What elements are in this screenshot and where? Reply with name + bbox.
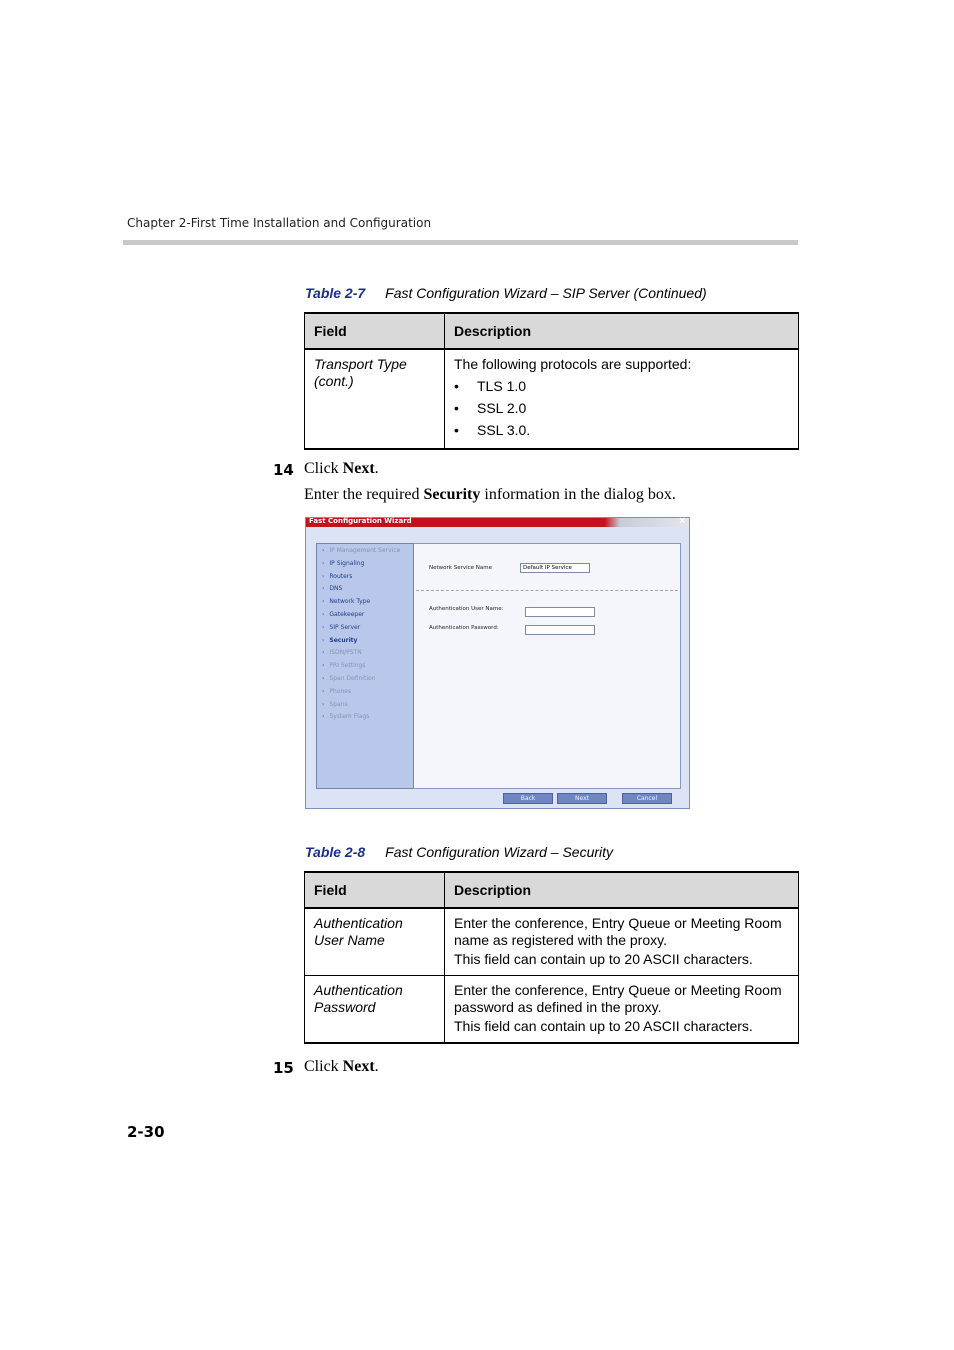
sidebar-item[interactable] <box>322 662 365 670</box>
sidebar-item-label: IP Management Service <box>329 547 401 554</box>
sidebar-item[interactable] <box>322 688 351 696</box>
list-item: • SSL 2.0 <box>454 397 789 419</box>
chevron-right-icon: › <box>322 572 325 580</box>
table-title: Fast Configuration Wizard – Security <box>385 844 614 860</box>
step-text: Click <box>304 1058 343 1075</box>
step-paragraph <box>304 486 676 504</box>
sidebar-item[interactable] <box>322 611 364 619</box>
step-instruction <box>304 1058 379 1076</box>
chevron-right-icon: › <box>322 598 325 606</box>
chevron-right-icon: › <box>322 547 325 554</box>
field-cell: Authentication User Name <box>305 908 445 976</box>
sidebar-item-label: SIP Server <box>329 623 361 631</box>
sidebar-item-label: IP Signaling <box>329 559 365 567</box>
table-title: Fast Configuration Wizard – SIP Server (Continued) <box>385 285 707 301</box>
page-number: 2-30 <box>127 1123 165 1141</box>
table-number: Table 2-7 <box>305 285 366 301</box>
table-number: Table 2-8 <box>305 844 366 860</box>
sidebar-item-label: Security <box>329 636 358 644</box>
step-instruction <box>304 460 379 478</box>
table-header-row <box>305 872 799 908</box>
back-button[interactable]: Back <box>503 793 553 804</box>
auth-user-name-field[interactable] <box>525 607 595 617</box>
column-header-field: Field <box>305 872 445 908</box>
divider <box>416 590 678 591</box>
column-header-field: Field <box>305 313 445 349</box>
running-header: Chapter 2-First Time Installation and Configuration <box>127 216 432 230</box>
sidebar-item-label: Spans <box>329 700 348 708</box>
chevron-right-icon: › <box>322 611 325 618</box>
chevron-right-icon: › <box>322 623 325 631</box>
sidebar-item-label: Phones <box>329 687 352 695</box>
field-cell: Transport Type (cont.) <box>305 349 445 449</box>
network-service-name-label: Network Service Name <box>429 565 493 571</box>
wizard-panel <box>414 543 681 789</box>
sidebar-item-label: ISDN/PSTN <box>329 649 362 657</box>
cancel-button[interactable]: Cancel <box>622 793 672 804</box>
header-rule <box>123 240 798 245</box>
description-note: This field can contain up to 20 ASCII characters. <box>454 1018 753 1034</box>
sidebar-item-label: Routers <box>329 572 353 580</box>
table-header-row <box>305 313 799 349</box>
description-cell <box>445 976 799 1044</box>
table-row <box>305 349 799 449</box>
chevron-right-icon: › <box>322 559 325 567</box>
auth-password-label: Authentication Password: <box>429 625 499 631</box>
wizard-sidebar <box>316 543 414 789</box>
chevron-right-icon: › <box>322 687 325 695</box>
table-2-7-caption <box>305 285 707 301</box>
auth-password-field[interactable] <box>525 625 595 635</box>
paragraph-text: information in the dialog box. <box>480 486 676 503</box>
sidebar-item-label: System Flags <box>329 713 370 721</box>
chevron-right-icon: › <box>322 585 325 593</box>
sidebar-item[interactable] <box>322 675 375 683</box>
step-text: Click <box>304 460 343 477</box>
paragraph-bold-security: Security <box>423 486 481 503</box>
step-number: 14 <box>273 461 294 479</box>
chevron-right-icon: › <box>322 662 325 670</box>
sidebar-item-label: DNS <box>329 585 343 593</box>
auth-user-name-label: Authentication User Name: <box>429 606 504 612</box>
description-cell <box>445 349 799 449</box>
chevron-right-icon: › <box>322 675 325 682</box>
protocol-list <box>454 375 789 441</box>
table-row <box>305 976 799 1044</box>
step-period: . <box>374 1058 379 1075</box>
sidebar-item-label: Network Type <box>329 598 371 606</box>
table-2-7 <box>304 312 799 450</box>
sidebar-item[interactable] <box>322 598 370 606</box>
next-button[interactable]: Next <box>557 793 607 804</box>
description-text: The following protocols are supported: <box>454 356 692 372</box>
fast-configuration-wizard-dialog <box>305 517 690 809</box>
sidebar-item[interactable] <box>322 547 400 555</box>
table-2-8-caption <box>305 844 613 860</box>
chevron-right-icon: › <box>322 700 325 708</box>
chevron-right-icon: › <box>322 649 325 657</box>
close-icon[interactable]: × <box>678 516 686 526</box>
column-header-description: Description <box>445 313 799 349</box>
chevron-right-icon: › <box>322 636 325 644</box>
sidebar-item[interactable] <box>322 585 342 593</box>
dialog-title-bar <box>306 518 689 527</box>
sidebar-item-label: PRI Settings <box>329 662 366 670</box>
network-service-name-field[interactable]: Default IP Service <box>520 563 590 573</box>
description-text: Enter the conference, Entry Queue or Meeting Room name as registered with the proxy. <box>454 915 782 948</box>
description-cell <box>445 908 799 976</box>
sidebar-item[interactable] <box>322 701 348 709</box>
step-number: 15 <box>273 1059 294 1077</box>
step-period: . <box>374 460 379 477</box>
step-bold-next: Next <box>342 460 375 477</box>
description-text: Enter the conference, Entry Queue or Meeting Room password as defined in the proxy. <box>454 982 782 1015</box>
list-item: • SSL 3.0. <box>454 419 789 441</box>
table-row <box>305 908 799 976</box>
sidebar-item-label: Span Definition <box>329 675 376 682</box>
dialog-title: Fast Configuration Wizard <box>309 517 412 525</box>
sidebar-item[interactable] <box>322 573 352 581</box>
chevron-right-icon: › <box>322 713 325 721</box>
sidebar-item[interactable] <box>322 637 357 645</box>
paragraph-text: Enter the required <box>304 486 424 503</box>
sidebar-item[interactable] <box>322 624 360 632</box>
sidebar-item-label: Gatekeeper <box>329 611 365 618</box>
sidebar-item[interactable] <box>322 560 364 568</box>
field-cell: Authentication Password <box>305 976 445 1044</box>
step-bold-next: Next <box>342 1058 375 1075</box>
sidebar-item[interactable] <box>322 713 369 721</box>
list-item: • TLS 1.0 <box>454 375 789 397</box>
column-header-description: Description <box>445 872 799 908</box>
sidebar-item[interactable] <box>322 649 362 657</box>
table-2-8 <box>304 871 799 1044</box>
description-note: This field can contain up to 20 ASCII characters. <box>454 951 753 967</box>
